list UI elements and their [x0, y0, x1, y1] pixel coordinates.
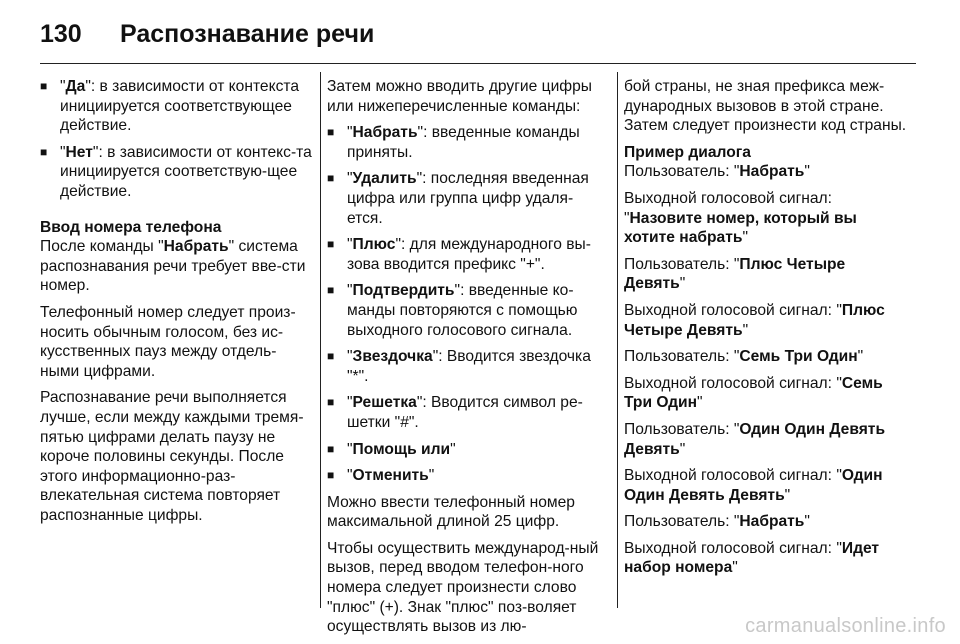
- list-item: ■ "Нет": в зависимости от контекс-та инициируется соответствую-щее действие.: [40, 143, 312, 200]
- bullet-icon: ■: [327, 237, 335, 252]
- bullet-icon: ■: [327, 349, 335, 364]
- dialog-line: Пользователь: "Набрать": [624, 513, 810, 531]
- column-2: [327, 77, 599, 644]
- section-heading: Ввод номера телефона: [40, 218, 222, 236]
- dialog-line: Пользователь: "Плюс Четыре Девять": [624, 255, 846, 293]
- page-header: [40, 14, 915, 54]
- bullet-icon: ■: [327, 283, 335, 298]
- dialog-line: Пользователь: "Набрать": [624, 163, 810, 181]
- dialog-line: Выходной голосовой сигнал: "Назовите номер, который вы хотите набрать": [624, 189, 857, 247]
- list-item: ■ "Помощь или": [327, 440, 456, 458]
- list-item: ■ "Отменить": [327, 467, 435, 485]
- list-item: ■ "Набрать": введенные команды приняты.: [327, 124, 580, 161]
- column-divider-1: [320, 72, 321, 608]
- bullet-icon: ■: [327, 395, 335, 410]
- header-divider: [40, 63, 916, 64]
- bullet-icon: ■: [40, 79, 48, 93]
- dialog-line: Выходной голосовой сигнал: "Плюс Четыре Девять": [624, 301, 885, 339]
- list-item: ■ "Да": в зависимости от контекста инициируется соответствующее действие.: [40, 78, 300, 135]
- dialog-line: Пользователь: "Один Один Девять Девять": [624, 420, 886, 458]
- section-heading: Пример диалога: [624, 143, 751, 161]
- paragraph: Затем можно вводить другие цифры или нижеперечисленные команды:: [327, 78, 592, 115]
- paragraph: бой страны, не зная префикса меж-дународных вызовов в этой стране. Затем следует произнести код страны.: [624, 78, 907, 135]
- dialog-line: Выходной голосовой сигнал: "Идет набор номера": [624, 539, 880, 577]
- list-item: ■ "Подтвердить": введенные ко-манды повторяются с помощью выходного голосового сигнала.: [327, 282, 578, 339]
- column-divider-2: [617, 72, 618, 608]
- column-3: [624, 77, 908, 585]
- dialog-line: Пользователь: "Семь Три Один": [624, 348, 864, 366]
- page-number: 130: [40, 19, 82, 48]
- paragraph: После команды "Набрать" система распознавания речи требует вве-сти номер.: [40, 238, 306, 295]
- list-item: ■ "Удалить": последняя введенная цифра или группа цифр удаля-ется.: [327, 170, 589, 227]
- paragraph: Можно ввести телефонный номер максимальной длиной 25 цифр.: [327, 493, 575, 531]
- bullet-icon: ■: [327, 468, 335, 483]
- dialog-line: Выходной голосовой сигнал: "Один Один Девять Девять": [624, 467, 883, 504]
- page-title: Распознавание речи: [120, 19, 375, 48]
- paragraph: Распознавание речи выполняется лучше, если между каждыми тремя-пятью цифрами делать паузу не короче половины секунды. После этого информационно-раз-влекательная система повторяет распознанные цифры.: [40, 389, 304, 524]
- paragraph: Чтобы осуществить международ-ный вызов, перед вводом телефон-ного номера следует произнести слово "плюс" (+). Знак "плюс" поз-воляет осуществлять вызов из лю-: [327, 539, 599, 636]
- bullet-icon: ■: [327, 125, 335, 140]
- list-item: ■ "Решетка": Вводится символ ре-шетки "#".: [327, 394, 583, 431]
- column-1: [40, 77, 312, 532]
- bullet-icon: ■: [40, 144, 48, 159]
- paragraph: Телефонный номер следует произ-носить обычным голосом, без ис-кусственных пауз между отдель-ными цифрами.: [40, 303, 296, 380]
- watermark: carmanualsonline.info: [745, 615, 946, 637]
- dialog-line: Выходной голосовой сигнал: "Семь Три Один": [624, 374, 883, 412]
- list-item: ■ "Звездочка": Вводится звездочка "*".: [327, 348, 591, 385]
- bullet-icon: ■: [327, 441, 335, 456]
- bullet-icon: ■: [327, 171, 335, 186]
- list-item: ■ "Плюс": для международного вы-зова вводится префикс "+".: [327, 236, 591, 273]
